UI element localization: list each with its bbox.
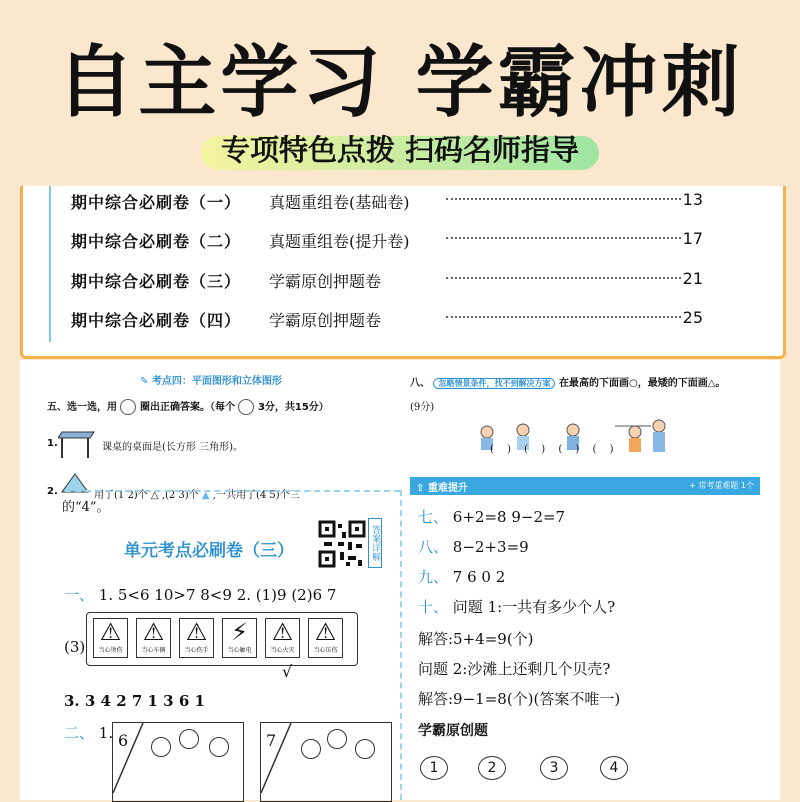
ans-7 bbox=[418, 506, 565, 527]
kaodian-label bbox=[140, 372, 282, 387]
ans-text: 1. bbox=[98, 724, 114, 742]
answer-blank[interactable]: ( ) bbox=[524, 444, 546, 455]
check-mark: √ bbox=[282, 662, 293, 681]
ball-box-1 bbox=[112, 722, 244, 802]
ans-label: 九、 bbox=[418, 568, 449, 586]
desk-icon bbox=[58, 424, 98, 460]
subtitle-wrap bbox=[0, 130, 800, 170]
toc-desc: 真题重组卷(提升卷) bbox=[269, 232, 410, 251]
ans-text: 6+2=8 9−2=7 bbox=[452, 508, 566, 526]
triangle-icon: △ bbox=[150, 490, 159, 501]
ans-label: 十、 bbox=[418, 598, 449, 616]
bar-left bbox=[416, 479, 468, 494]
xueba-title: 学霸原创题 bbox=[418, 723, 488, 739]
q8-text: 在最高的下面画○，最矮的下面画△。 bbox=[558, 378, 726, 389]
sign-caption: 当心烫伤 bbox=[98, 647, 123, 654]
bar-right: + 常考重难题 1个 bbox=[689, 481, 754, 490]
q8-score: (9分) bbox=[410, 402, 435, 413]
warning-triangle-icon: ⚠ bbox=[99, 618, 122, 646]
q5-2-num: 2. bbox=[47, 486, 58, 497]
sample-page bbox=[20, 360, 780, 800]
toc-row[interactable] bbox=[71, 225, 711, 255]
warning-triangle-icon: ⚠ bbox=[142, 618, 165, 646]
diagonal-line bbox=[261, 723, 391, 801]
kaodian-text: 考点四：平面图形和立体图形 bbox=[151, 376, 282, 387]
toc-rule bbox=[49, 186, 51, 342]
diagonal-line bbox=[113, 723, 243, 801]
ans-3-label: (3) bbox=[64, 638, 86, 656]
subtitle-text: 专项特色点拨 扫码名师指导 bbox=[220, 133, 580, 167]
q8-tag: 忽略情景条件，找不到解决方案 bbox=[433, 378, 555, 389]
q5-pre: 五、选一选，用 bbox=[47, 402, 117, 413]
toc-page: 25 bbox=[682, 308, 703, 327]
triangle-icon: ▲ bbox=[201, 490, 210, 501]
q5-2-c: ,一共用了(4 5)个三 bbox=[212, 490, 300, 501]
ans-text: 8−2+3=9 bbox=[452, 538, 529, 556]
sign-caption: 当心伤手 bbox=[184, 647, 209, 654]
warning-triangle-icon: ⚠ bbox=[271, 618, 294, 646]
ans-3: 3. 3 4 2 7 1 3 6 1 bbox=[64, 692, 205, 710]
sign-caption: 当心触电 bbox=[227, 647, 252, 654]
ball bbox=[209, 737, 229, 757]
ans-2 bbox=[64, 722, 113, 743]
subtitle bbox=[207, 130, 593, 170]
ball bbox=[327, 729, 347, 749]
ans-1 bbox=[64, 584, 336, 605]
toc-page: 17 bbox=[682, 229, 703, 248]
q5-2-b: ,(2 3)个 bbox=[161, 490, 199, 501]
circle-icon bbox=[238, 399, 254, 415]
answer-blank[interactable]: ( ) bbox=[558, 444, 580, 455]
ball-box-2 bbox=[260, 722, 392, 802]
toc-dots bbox=[446, 277, 681, 279]
ans-9 bbox=[418, 566, 505, 587]
toc-title: 期中综合必刷卷（三） bbox=[71, 272, 242, 291]
q8-instruction bbox=[410, 374, 725, 389]
sign-caption: 当心火灾 bbox=[270, 647, 295, 654]
answer-blank[interactable]: ( ) bbox=[592, 444, 614, 455]
toc-row[interactable] bbox=[71, 186, 711, 216]
dashed-divider-h bbox=[65, 490, 400, 492]
ans-10-question-2: 问题 2:沙滩上还剩几个贝壳? bbox=[418, 660, 611, 678]
ans-10-solution-2: 解答:9−1=8(个)(答案不唯一) bbox=[418, 690, 621, 708]
paren-row bbox=[490, 444, 614, 455]
sign-crush bbox=[308, 618, 343, 658]
box-number: 7 bbox=[266, 731, 277, 750]
toc-title: 期中综合必刷卷（一） bbox=[71, 193, 242, 212]
q5-tail: 3分，共15分） bbox=[257, 402, 329, 413]
ball bbox=[151, 737, 171, 757]
toc-title: 期中综合必刷卷（四） bbox=[71, 311, 242, 330]
ans-text: 问题 1:一共有多少个人? bbox=[452, 598, 616, 616]
q5-1-text: 课桌的桌面是(长方形 三角形)。 bbox=[102, 442, 243, 453]
ans-label: 一、 bbox=[64, 586, 95, 604]
sign-electric bbox=[222, 618, 257, 658]
sign-burn bbox=[93, 618, 128, 658]
sign-caption: 当心压伤 bbox=[313, 647, 338, 654]
number-circle: 3 bbox=[540, 756, 568, 780]
qr-label: 答案详解 bbox=[368, 518, 382, 568]
ans-text: 7 6 0 2 bbox=[452, 568, 506, 586]
q5-instruction bbox=[47, 398, 329, 415]
warning-triangle-icon: ⚠ bbox=[314, 618, 337, 646]
circle-icon bbox=[120, 399, 136, 415]
arrow-up-icon: ⇧ bbox=[416, 483, 425, 494]
ball bbox=[301, 739, 321, 759]
ans-label: 八、 bbox=[418, 538, 449, 556]
q5-1-num: 1. bbox=[47, 438, 58, 449]
ans-label: 二、 bbox=[64, 724, 95, 742]
warning-triangle-icon: ⚠ bbox=[185, 618, 208, 646]
toc-title: 期中综合必刷卷（二） bbox=[71, 232, 242, 251]
q5-2-text bbox=[94, 486, 300, 501]
toc-desc: 学霸原创押题卷 bbox=[269, 311, 382, 330]
q5-post: 圈出正确答案。（每个 bbox=[139, 402, 235, 413]
toc-dots bbox=[446, 316, 681, 318]
toc-page: 13 bbox=[682, 190, 703, 209]
sign-caption: 当心车辆 bbox=[141, 647, 166, 654]
number-circle: 2 bbox=[478, 756, 506, 780]
ball bbox=[179, 729, 199, 749]
kaodian-icon: ✎ bbox=[140, 376, 149, 387]
box-number: 6 bbox=[118, 731, 129, 750]
ans-10 bbox=[418, 596, 615, 617]
toc-desc: 真题重组卷(基础卷) bbox=[269, 193, 410, 212]
toc-page: 21 bbox=[682, 269, 703, 288]
number-circle: 4 bbox=[600, 756, 628, 780]
electric-warning-icon: ⚡ bbox=[231, 618, 248, 646]
q5-2-a: 用了(1 2)个 bbox=[94, 490, 148, 501]
toc-dots bbox=[446, 237, 681, 239]
sign-hand bbox=[179, 618, 214, 658]
toc-row[interactable] bbox=[71, 265, 711, 295]
number-circle: 1 bbox=[420, 756, 448, 780]
ball bbox=[355, 739, 375, 759]
sign-fire bbox=[265, 618, 300, 658]
dashed-divider-v bbox=[400, 490, 402, 800]
ans-text: 1. 5<6 10>7 8<9 2. (1)9 (2)6 7 bbox=[98, 586, 337, 604]
qr-code-icon[interactable] bbox=[318, 520, 366, 568]
toc-card bbox=[20, 186, 786, 359]
toc-row[interactable] bbox=[71, 304, 711, 334]
q5-2-wrap: 的“4”。 bbox=[62, 500, 110, 515]
ans-label: 七、 bbox=[418, 508, 449, 526]
q8-label: 八、 bbox=[410, 378, 430, 389]
headline: 自主学习 学霸冲刺 bbox=[56, 38, 744, 128]
answer-blank[interactable]: ( ) bbox=[490, 444, 511, 455]
ans-10-solution-1: 解答:5+4=9(个) bbox=[418, 630, 534, 648]
sign-vehicle bbox=[136, 618, 171, 658]
toc-desc: 学霸原创押题卷 bbox=[269, 272, 382, 291]
bar-left-text: 重难提升 bbox=[427, 483, 468, 494]
unit-title: 单元考点必刷卷（三） bbox=[124, 541, 294, 561]
highlight-bar bbox=[410, 477, 760, 495]
toc-dots bbox=[446, 198, 681, 200]
ans-8 bbox=[418, 536, 529, 557]
